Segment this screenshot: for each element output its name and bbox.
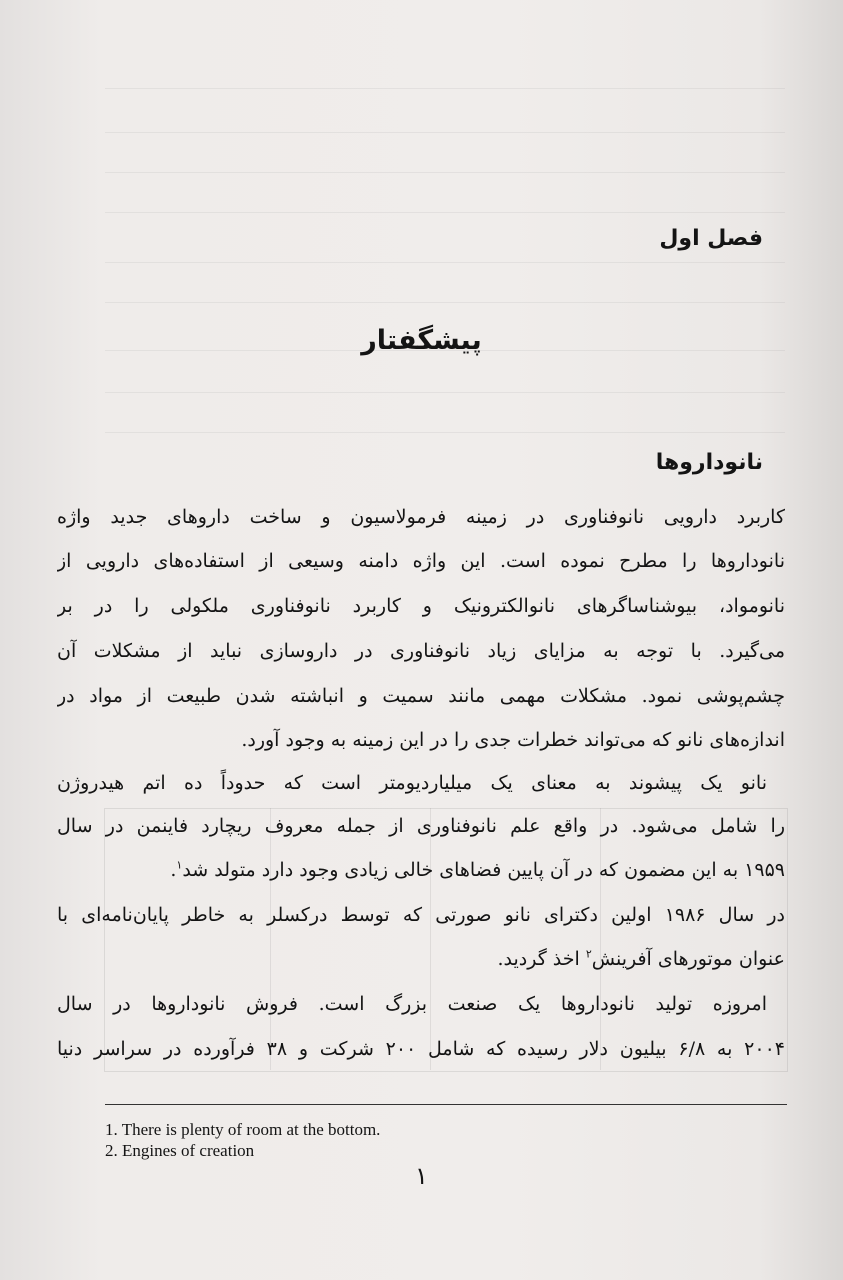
body-line: نانو یک پیشوند به معنای یک میلیاردیومتر است که حدوداً ده اتم هیدروژن — [57, 772, 767, 794]
body-text: اخذ گردید. — [497, 948, 580, 970]
body-line-with-note — [57, 939, 785, 979]
body-line: در سال ۱۹۸۶ اولین دکترای نانو صورتی که توسط درکسلر به خاطر پایان‌نامه‌ای با — [57, 904, 785, 926]
body-line: چشم‌پوشی نمود. مشکلات مهمی مانند سمیت و انباشته شدن طبیعت از مواد در — [57, 685, 785, 707]
page-number: ۱ — [415, 1162, 428, 1190]
footnote-divider — [105, 1104, 787, 1105]
body-line: می‌گیرد. با توجه به مزایای زیاد نانوفناوری در داروسازی نباید از مشکلات آن — [57, 640, 785, 662]
show-through-line — [105, 172, 785, 173]
body-line: را شامل می‌شود. در واقع علم نانوفناوری از جمله معروف ریچارد فاینمن در سال — [57, 815, 785, 837]
show-through-line — [105, 132, 785, 133]
body-line: نانوداروها را مطرح نموده است. این واژه دامنه وسیعی از استفاده‌های دارویی از — [57, 550, 785, 572]
show-through-line — [105, 432, 785, 433]
section-heading: نانوداروها — [655, 450, 763, 475]
show-through-line — [105, 302, 785, 303]
show-through-line — [105, 262, 785, 263]
footnote-1: 1. There is plenty of room at the bottom. — [105, 1120, 381, 1139]
body-line: کاربرد دارویی نانوفناوری در زمینه فرمولاسیون و ساخت داروهای جدید واژه — [57, 506, 785, 528]
footnote-marker-1: ۱ — [176, 858, 183, 872]
body-line: اندازه‌های نانو که می‌تواند خطرات جدی را در این زمینه به وجود آورد. — [241, 729, 785, 751]
show-through-line — [105, 392, 785, 393]
body-text: عنوان موتورهای آفرینش — [591, 948, 785, 970]
body-line-with-note: ۱۹۵۹ به این مضمون که در آن پایین فضاهای خالی زیادی وجود دارد متولد شد$^۱$. — [170, 858, 785, 881]
show-through-line — [105, 212, 785, 213]
body-line: ۲۰۰۴ به ۶/۸ بیلیون دلار رسیده که شامل ۲۰۰ شرکت و ۳۸ فرآورده در سراسر دنیا — [57, 1038, 785, 1060]
body-line: نانومواد، بیوشناساگرهای نانوالکترونیک و کاربرد نانوفناوری ملکولی را در بر — [57, 595, 785, 617]
footnote-2: 2. Engines of creation — [105, 1141, 255, 1160]
body-line: امروزه تولید نانوداروها یک صنعت بزرگ است. فروش نانوداروها در سال — [57, 993, 767, 1015]
show-through-header-rule — [105, 88, 785, 89]
footnote-marker-2: ۲ — [585, 947, 592, 961]
page-title: پیشگفتار — [361, 325, 482, 356]
chapter-heading: فصل اول — [659, 226, 763, 251]
body-text: ۱۹۵۹ به این مضمون که در آن پایین فضاهای خالی زیادی وجود دارد متولد شد — [182, 859, 785, 881]
